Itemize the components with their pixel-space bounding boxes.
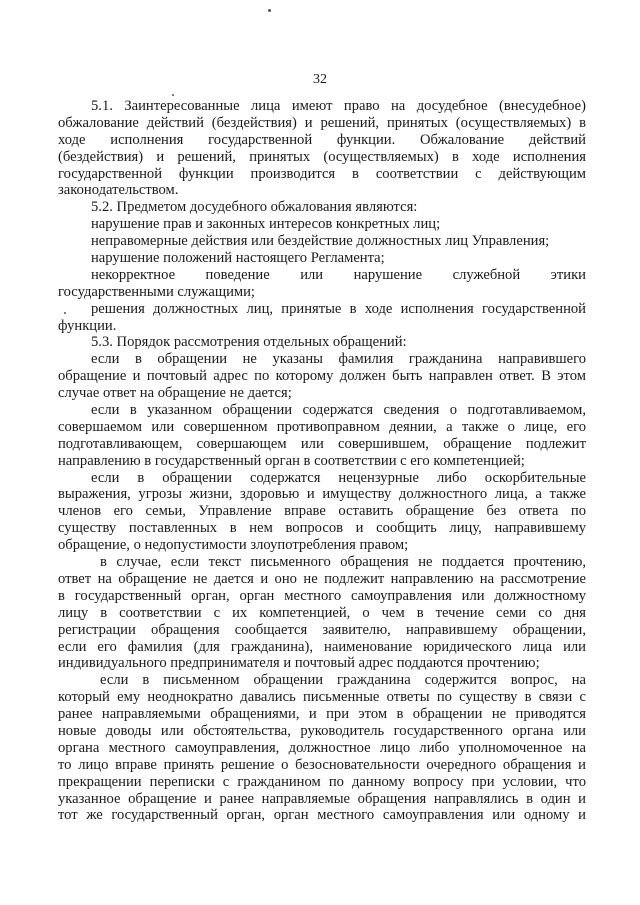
body-text [58,98,586,824]
text-line: нарушение положений настоящего Регламента; [91,250,385,267]
text-line: существу поставленных в нем вопросов и сообщить лицу, направившему [58,520,586,537]
text-line: ответ на обращение не дается и оно не подлежит направлению на рассмотрение [58,570,586,587]
scan-speck [268,9,271,12]
text-line: если в письменном обращении гражданина содержится вопрос, на [100,672,586,689]
text-line: тот же государственный орган, орган местного самоуправления или одному и [58,807,586,824]
text-line: лицу в соответствии с их компетенцией, о чем в течение семи со дня [58,604,586,621]
text-line: некорректное поведение или нарушение служебной этики [91,266,586,283]
text-line: законодательством. [58,182,179,199]
text-line: (бездействия) и решений, принятых (осуществляемых) в ходе исполнения [58,148,586,165]
text-line: новые доводы или обстоятельства, руководитель государственного органа или [58,722,586,739]
text-line: обращение и почтовый адрес по которому должен быть направлен ответ. В этом [58,368,586,385]
text-line: нарушение прав и законных интересов конкретных лиц; [91,216,441,233]
text-line: направлению в государственный орган в соответствии с его компетенцией; [58,452,525,469]
text-line: ранее направляемыми обращениями, и при этом в обращении не приводятся [58,706,586,723]
text-line: выражения, угрозы жизни, здоровью и имуществу должностного лица, а также [58,486,586,503]
text-line: решения должностных лиц, принятые в ходе исполнения государственной [91,300,586,317]
text-line: государственными служащими; [58,283,255,300]
text-line: который ему неоднократно давались письменные ответы по существу в связи с [58,689,586,706]
page-number: 32 [313,72,327,87]
text-line: обжалование действий (бездействия) и решений, принятых (осуществляемых) в [58,114,586,131]
text-line: если в указанном обращении содержатся сведения о подготавливаемом, [91,402,586,419]
text-line: ходе исполнения государственной функции. Обжалование действий [58,131,586,148]
text-line: индивидуального предпринимателя и почтовый адрес поддаются прочтению; [58,655,540,672]
text-line: то лицо вправе принять решение о безосновательности очередного обращения и [58,756,586,773]
scan-speck [172,94,174,96]
text-line: указанное обращение и ранее направляемые обращения направлялись в один и [58,790,586,807]
text-line: государственной функции производится в соответствии с действующим [58,165,586,182]
text-line: функции. [58,317,117,334]
text-line: 5.2. Предметом досудебного обжалования являются: [91,199,418,216]
text-line: регистрации обращения сообщается заявителю, направившему обращении, [58,621,586,638]
text-line: подготавливающем, совершающем или совершившем, обращение подлежит [58,435,586,452]
text-line: случае ответ на обращение не дается; [58,385,292,402]
text-line: в случае, если текст письменного обращения не поддается прочтению, [100,554,586,571]
text-line: прекращении переписки с гражданином по данному вопросу при условии, что [58,773,586,790]
text-line: 5.1. Заинтересованные лица имеют право на досудебное (внесудебное) [91,98,586,114]
text-line: совершаемом или совершенном противоправном деянии, а также о лице, его [58,418,586,435]
text-line: обращение, о недопустимости злоупотребления правом; [58,537,409,554]
text-line: если в обращении содержатся нецензурные либо оскорбительные [91,469,586,486]
text-line: в государственный орган, орган местного самоуправления или должностному [58,587,586,604]
text-line: если в обращении не указаны фамилия гражданина направившего [91,351,586,368]
text-line: органа местного самоуправления, должностное лицо либо уполномоченное на [58,739,586,756]
text-line: если его фамилия (для гражданина), наименование юридического лица или [58,638,586,655]
text-line: неправомерные действия или бездействие должностных лиц Управления; [91,233,550,250]
text-line: членов его семьи, Управление вправе оставить обращение без ответа по [58,503,586,520]
text-line: 5.3. Порядок рассмотрения отдельных обращений: [91,334,407,351]
